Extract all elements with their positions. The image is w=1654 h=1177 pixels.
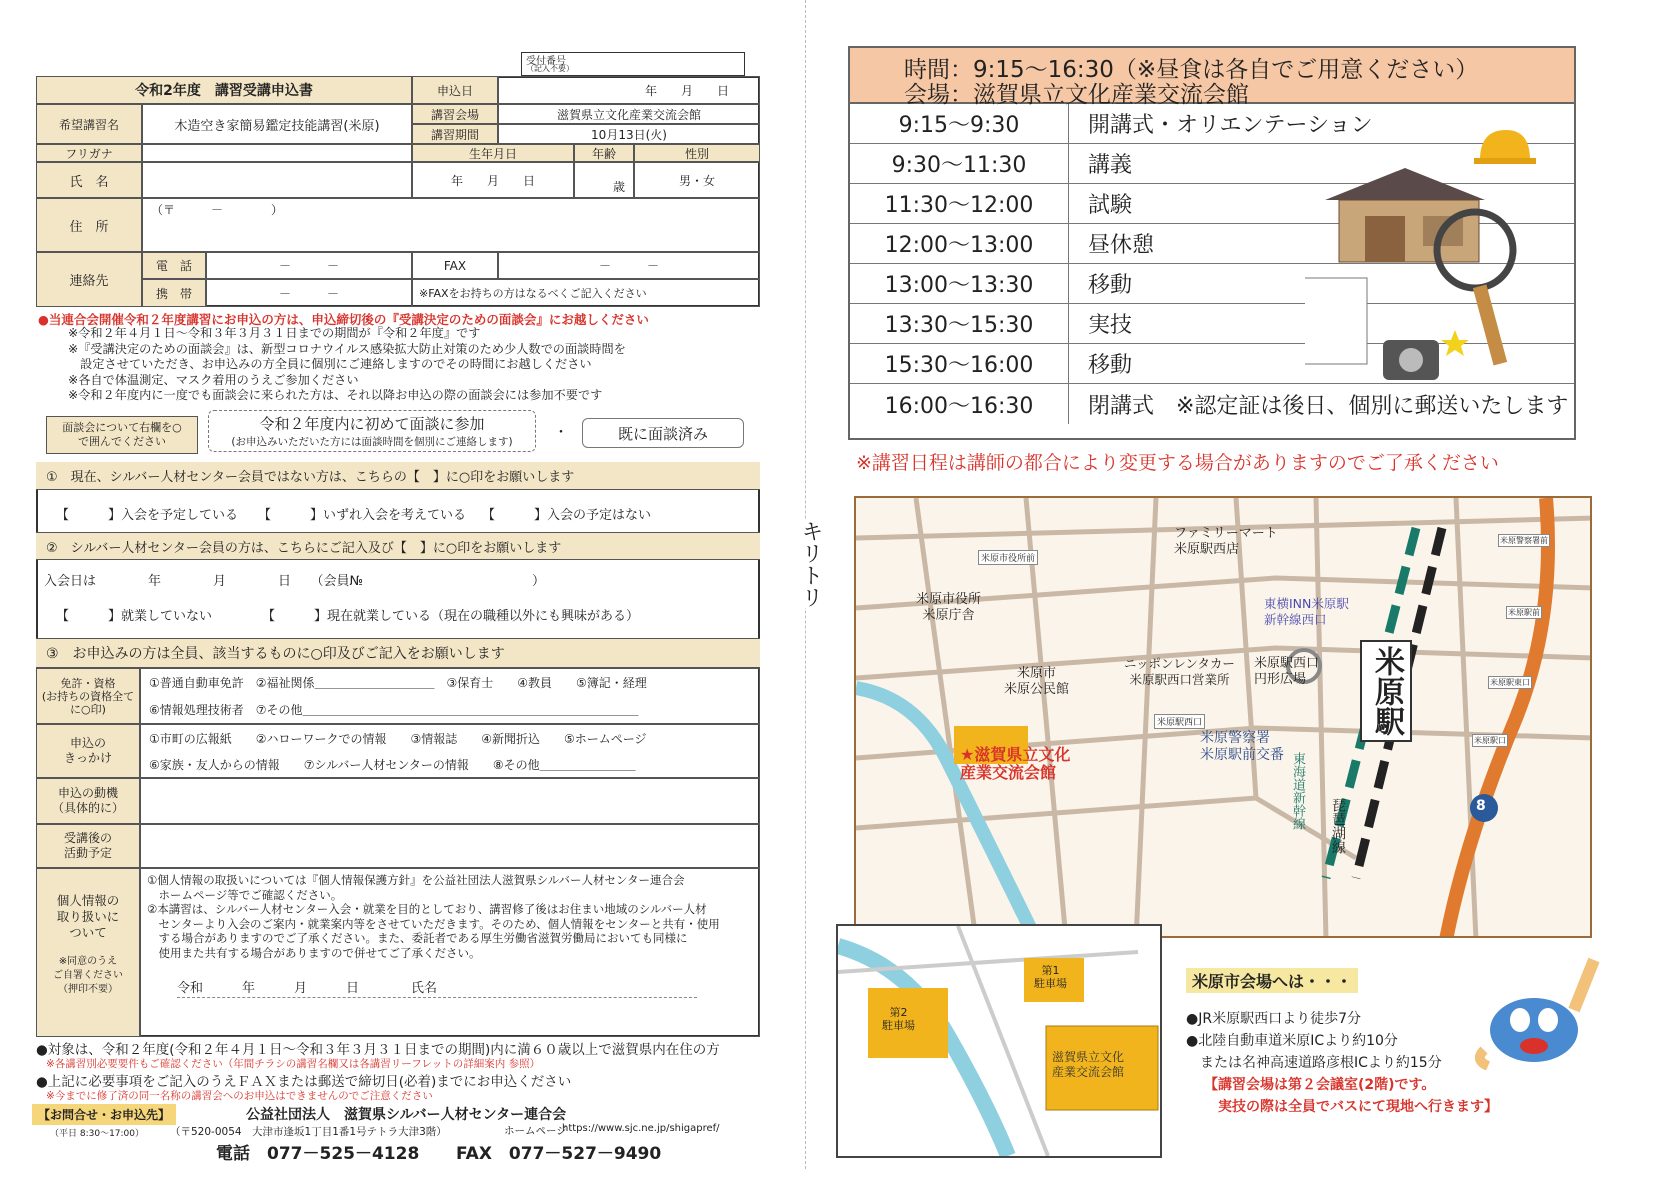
section3-title: ③ お申込みの方は全員、該当するものに○印及びご記入をお願いします	[36, 638, 760, 668]
magnifier-handle-icon	[1473, 285, 1507, 366]
sign-line[interactable]: 令和 年 月 日 氏名	[177, 982, 697, 998]
name-field[interactable]	[142, 162, 412, 198]
trigger-label: 申込の きっかけ	[36, 724, 140, 778]
privacy-sub: ※同意のうえ ご自署ください （押印不要）	[53, 956, 123, 995]
target-text: ●対象は、令和２年度(令和２年４月１日～令和３年３月３１日までの期間)内に満６０歳以上で滋賀県内在住の方	[36, 1042, 720, 1058]
venue-value: 滋賀県立文化産業交流会館	[498, 104, 760, 124]
privacy-line: ①個人情報の取扱いについては『個人情報保護方針』を公益社団法人滋賀県シルバー人材センター連合会	[147, 873, 685, 887]
birth-label: 生年月日	[412, 144, 574, 162]
access-map	[854, 496, 1592, 938]
homepage-label: ホームページ	[504, 1125, 567, 1137]
inset-parking-1: 第1 駐車場	[1034, 964, 1067, 990]
form-title: 令和2年度 講習受講申込書	[36, 76, 412, 104]
signal-r2: 米原駅前	[1508, 608, 1540, 617]
privacy-label-cell	[36, 868, 140, 1037]
label-route8: 8	[1476, 798, 1486, 814]
house-illustration	[1305, 160, 1520, 400]
schedule-time: 11:30～12:00	[850, 184, 1069, 223]
venue-label: 講習会場	[412, 104, 498, 124]
trigger-row[interactable]: ①市町の広報紙 ②ハローワークでの情報 ③情報誌 ④新聞折込 ⑤ホームページ	[149, 731, 647, 746]
label-biwako: 琵琶湖線	[1330, 798, 1346, 854]
age-field[interactable]: 歳	[574, 162, 634, 198]
cut-label: キリトリ	[786, 520, 826, 608]
privacy-line: センターより入会のご案内・就業案内等をさせていただきます。そのため、個人情報をセンターと共有・使用	[147, 916, 720, 931]
inset-roads	[838, 926, 1160, 1156]
fax-label: FAX	[412, 252, 498, 279]
interview-option-done[interactable]: 既に面談済み	[582, 418, 744, 448]
trigger-row[interactable]: ⑥家族・友人からの情報 ⑦シルバー人材センターの情報 ⑧その他＿＿＿＿＿＿＿＿	[149, 757, 636, 772]
receipt-label: 受付番号	[526, 56, 566, 67]
clipboard-icon	[1305, 278, 1367, 364]
furigana-label: フリガナ	[36, 144, 142, 162]
contact-hours: （平日 8:30～17:00）	[50, 1129, 145, 1139]
map-roads	[856, 498, 1592, 938]
homepage-link[interactable]: https://www.sjc.ne.jp/shigapref/	[562, 1123, 720, 1134]
house-door-icon	[1365, 216, 1405, 262]
access-line1: ●JR米原駅西口より徒歩7分	[1186, 1011, 1361, 1027]
sparkle-icon	[1441, 330, 1469, 356]
label-station: 米原駅	[1360, 640, 1412, 742]
period-value: 10月13日(火)	[498, 124, 760, 144]
access-title: 米原市会場へは・・・	[1186, 968, 1358, 993]
course-label: 希望講習名	[36, 104, 142, 144]
inset-parking-2: 第2 駐車場	[882, 1006, 915, 1032]
access-red1: 【講習会場は第２会議室(2階)です。	[1204, 1077, 1436, 1093]
furigana-field[interactable]	[142, 144, 412, 162]
submit-note: ※今までに修了済の同一名称の講習会へのお申込はできませんのでご注意ください	[46, 1090, 433, 1102]
notice-line: ※『受講決定のための面談会』は、新型コロナウイルス感染拡大防止対策のため少人数での面談時間を	[68, 341, 626, 356]
mascot-icon	[1464, 950, 1614, 1070]
receipt-box	[521, 52, 745, 76]
notice-red: ●当連合会開催令和２年度講習にお申込の方は、申込締切後の『受講決定のための面談会』にお越しください	[38, 312, 649, 327]
label-city-hall: 米原市役所 米原庁舎	[916, 592, 982, 623]
interview-option-first-note: (お申込みいただいた方には面談時間を個別にご連絡します)	[231, 436, 513, 448]
privacy-line: ホームページ等でご確認ください。	[147, 887, 343, 902]
label-venue: ★滋賀県立文化 産業交流会館	[960, 745, 1071, 782]
label-familymart: ファミリーマート 米原駅西店	[1174, 526, 1278, 557]
sec1-option[interactable]: 【 】入会の予定はない	[482, 508, 652, 523]
application-form	[36, 52, 756, 1177]
privacy-line: 使用また共有する場合がありますので併せてご了承ください。	[147, 945, 481, 960]
license-row[interactable]: ⑥情報処理技術者 ⑦その他＿＿＿＿＿＿＿＿＿＿＿＿＿＿＿＿＿＿＿＿＿＿＿＿＿＿＿＿	[149, 703, 639, 717]
sec1-option[interactable]: 【 】いずれ入会を考えている	[258, 508, 467, 523]
schedule-time: 16:00～16:30	[850, 384, 1069, 424]
org-name: 公益社団法人 滋賀県シルバー人材センター連合会	[246, 1107, 567, 1123]
org-address: （〒520-0054 大津市逢坂1丁目1番1号テトラ大津3階）	[170, 1126, 447, 1138]
signal-station-west: 米原駅西口	[1154, 714, 1205, 729]
schedule-notice: ※講習日程は講師の都合により変更する場合がありますのでご了承ください	[856, 452, 1499, 474]
schedule-header	[850, 48, 1574, 108]
notice-line: ※各自で体温測定、マスク着用のうえご参加ください	[68, 372, 359, 387]
label-community: 米原市 米原公民館	[1004, 666, 1070, 697]
plan-field[interactable]	[140, 824, 760, 868]
venue-inset-map	[836, 924, 1162, 1158]
name-label: 氏 名	[36, 162, 142, 198]
interview-label: 面談会について右欄を○で囲んでください	[46, 416, 198, 454]
license-options[interactable]	[140, 668, 760, 724]
notice-line: ※令和２年４月１日～令和３年３月３１日までの期間が『令和２年度』です	[68, 326, 481, 340]
fax-note: ※FAXをお持ちの方はなるべくご記入ください	[412, 279, 760, 307]
sex-label: 性別	[634, 144, 760, 162]
receipt-note: （記入不要）	[526, 64, 574, 73]
license-label: 免許・資格 (お持ちの資格全てに○印)	[36, 668, 140, 724]
house-roof-icon	[1325, 168, 1485, 200]
mobile-field[interactable]: － －	[206, 279, 412, 307]
schedule-time: 9:30～11:30	[850, 144, 1069, 183]
trigger-options[interactable]	[140, 724, 760, 778]
tel-number: 電話 077－525－4128	[216, 1144, 420, 1164]
interview-separator: ・	[554, 425, 568, 441]
label-nippon-rent: ニッポンレンタカー 米原駅西口営業所	[1124, 656, 1235, 687]
sec2-option[interactable]: 【 】現在就業している（現在の職種以外にも興味がある）	[262, 609, 640, 624]
label-police: 米原警察署 米原駅前交番	[1200, 730, 1284, 763]
privacy-line: ②本講習は、シルバー人材センター入会・就業を目的としており、講習修了後はお住まい地域のシルバー人材	[147, 902, 707, 916]
inset-venue: 滋賀県立文化 産業交流会館	[1052, 1050, 1125, 1079]
privacy-line: する場合がありますのでご了承ください。また、委託者である厚生労働省滋賀労働局においても同様に	[147, 931, 688, 945]
fax-number: FAX 077－527－9490	[456, 1144, 662, 1164]
schedule-header-line2: 会場：滋賀県立文化産業交流会館	[904, 82, 1249, 108]
hard-hat-icon	[1470, 120, 1540, 170]
address-label: 住 所	[36, 198, 142, 252]
phone-field[interactable]: － －	[206, 252, 412, 279]
access-line3: または名神高速道路彦根ICより約15分	[1186, 1055, 1442, 1071]
schedule-table	[848, 46, 1576, 440]
license-row[interactable]: ①普通自動車免許 ②福祉関係＿＿＿＿＿＿＿＿＿＿ ③保育士 ④教員 ⑤簿記・経理	[149, 676, 647, 690]
contact-box: 【お問合せ・お申込先】	[32, 1104, 176, 1125]
schedule-header-line1: 時間：9:15～16:30（※昼食は各自でご用意ください）	[904, 57, 1479, 83]
course-value: 木造空き家簡易鑑定技能講習(米原)	[142, 104, 412, 144]
section1-title: ① 現在、シルバー人材センター会員ではない方は、こちらの【 】に○印をお願いします	[36, 462, 760, 490]
label-toyoko: 東横INN米原駅 新幹線西口	[1264, 596, 1349, 627]
access-line2: ●北陸自動車道米原ICより約10分	[1186, 1033, 1398, 1049]
period-label: 講習期間	[412, 124, 498, 144]
schedule-time: 15:30～16:00	[850, 344, 1069, 383]
privacy-text-cell	[140, 868, 760, 1037]
signal-r3: 米原駅東口	[1490, 678, 1530, 687]
schedule-time: 12:00～13:00	[850, 224, 1069, 263]
target-note: ※各講習別必要要件もご確認ください（年間チラシの講習名欄又は各講習リーフレットの詳細案内 参照）	[46, 1058, 541, 1070]
schedule-event: 試験	[1088, 193, 1133, 218]
motive-field[interactable]	[140, 778, 760, 824]
schedule-event: 実技	[1088, 313, 1133, 338]
schedule-event: 移動	[1088, 353, 1133, 378]
notice-line: 設定させていただき、お申込みの方全員に個別にご連絡しますのでその時間にお越しください	[68, 357, 592, 371]
section2-title: ② シルバー人材センター会員の方は、こちらにご記入及び【 】に○印をお願いします	[36, 532, 760, 560]
contact-label: 連絡先	[36, 252, 142, 307]
access-red2: 実技の際は全員でバスにて現地へ行きます】	[1204, 1099, 1498, 1115]
signal-r1: 米原警察署前	[1500, 536, 1548, 545]
address-field[interactable]: （〒 － ）	[142, 198, 760, 252]
schedule-row	[850, 104, 1574, 144]
camera-lens-icon	[1399, 348, 1423, 372]
phone-label: 電 話	[142, 252, 206, 279]
submit-text: ●上記に必要事項をご記入のうえＦＡＸまたは郵送で締切日(必着)までにお申込ください	[36, 1074, 572, 1090]
schedule-event: 開講式・オリエンテーション	[1088, 113, 1373, 138]
schedule-time: 13:00～13:30	[850, 264, 1069, 303]
schedule-event: 講義	[1088, 153, 1133, 178]
schedule-event: 移動	[1088, 273, 1133, 298]
schedule-time: 13:30～15:30	[850, 304, 1069, 343]
sec1-option[interactable]: 【 】入会を予定している	[56, 508, 239, 523]
signal-city-hall: 米原市役所前	[978, 550, 1038, 565]
apply-date-field[interactable]: 年 月 日	[498, 76, 760, 104]
sex-field[interactable]: 男・女	[634, 162, 760, 198]
motive-label: 申込の動機 （具体的に）	[36, 778, 140, 824]
notice-line: ※令和２年度内に一度でも面談会に来られた方は、それ以降お申込の際の面談会には参加不要です	[68, 388, 603, 402]
label-west-exit: 米原駅西口 円形広場	[1254, 656, 1320, 687]
mobile-label: 携 帯	[142, 279, 206, 307]
apply-date-label: 申込日	[412, 76, 498, 104]
sec2-join-date[interactable]: 入会日は 年 月 日 （会員№ ）	[44, 574, 546, 589]
fax-field[interactable]: － －	[498, 252, 760, 279]
plan-label: 受講後の 活動予定	[36, 824, 140, 868]
age-label: 年齢	[574, 144, 634, 162]
notice-lines	[68, 326, 626, 404]
schedule-event: 昼休憩	[1088, 233, 1155, 258]
schedule-time: 9:15～9:30	[850, 104, 1069, 143]
sec2-option[interactable]: 【 】就業していない	[56, 609, 213, 624]
schedule-event: 閉講式 ※認定証は後日、個別に郵送いたします	[1088, 393, 1569, 419]
signal-r4: 米原駅口	[1474, 736, 1506, 745]
interview-option-first[interactable]	[208, 410, 536, 452]
privacy-label: 個人情報の 取り扱いに ついて	[56, 893, 120, 940]
label-shinkansen: 東海道新幹線	[1290, 752, 1305, 830]
birth-field[interactable]: 年 月 日	[412, 162, 574, 198]
interview-option-first-label: 令和２年度内に初めて面談に参加	[259, 415, 485, 433]
